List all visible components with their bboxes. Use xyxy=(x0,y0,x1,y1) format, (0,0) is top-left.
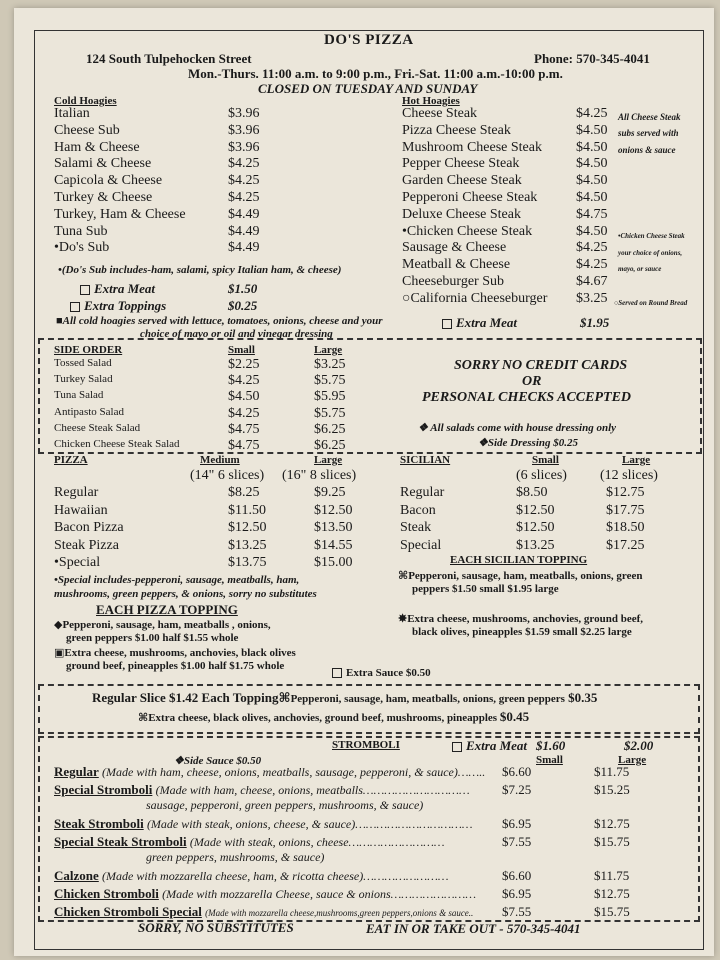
no-substitutes: SORRY, NO SUBSTITUTES xyxy=(138,920,294,935)
side-order-row-small: $4.25 xyxy=(228,405,260,421)
pizza-col-large: Large xyxy=(314,454,343,466)
side-col-large: Large xyxy=(314,344,343,356)
stromboli-small: $6.95 xyxy=(502,816,532,831)
side-order-row-small: $4.25 xyxy=(228,373,260,389)
pizza-row-medium: $8.25 xyxy=(228,485,260,500)
cold-hoagie-row-price: $4.25 xyxy=(228,156,260,172)
dos-sub-note: •(Do's Sub includes-ham, salami, spicy Italian ham, & cheese) xyxy=(58,264,342,276)
sicilian-large-slices: (12 slices) xyxy=(600,468,658,483)
hot-hoagie-row-price: $4.50 xyxy=(576,190,608,205)
pizza-row-large: $15.00 xyxy=(314,555,353,571)
pizza-medium-slices: (14" 6 slices) xyxy=(190,468,265,483)
hot-hoagie-row-price: $4.67 xyxy=(576,274,608,289)
pizza-topping-2a: ▣Extra cheese, mushrooms, anchovies, black olives xyxy=(54,647,296,659)
stromboli-desc: (Made with ham, cheese, onions, meatballs………………………… xyxy=(155,783,470,797)
slice-line-2: ⌘Extra cheese, black olives, anchovies, ground beef, mushrooms, pineapples $0.45 xyxy=(138,709,530,724)
no-credit-line-1: SORRY NO CREDIT CARDS xyxy=(454,358,628,373)
stromboli-name: Steak Stromboli xyxy=(54,816,144,831)
restaurant-hours: Mon.-Thurs. 11:00 a.m. to 9:00 p.m., Fri.-Sat. 11:00 a.m.-10:00 p.m. xyxy=(188,66,563,81)
hot-hoagie-row-name: •Chicken Cheese Steak xyxy=(402,223,533,239)
no-credit-line-2: OR xyxy=(522,374,542,389)
sicilian-row-name: Regular xyxy=(400,485,445,500)
stromboli-name: Special Steak Stromboli xyxy=(54,834,187,849)
stromboli-col-large: Large xyxy=(618,754,647,766)
slice-line-1: Regular Slice $1.42 Each Topping⌘Pepperoni, sausage, ham, meatballs, onions, green peppers $0.35 xyxy=(92,690,598,705)
cold-hoagie-row-name: Tuna Sub xyxy=(54,223,108,239)
side-order-row-name: Cheese Steak Salad xyxy=(54,421,141,434)
sicilian-col-small: Small xyxy=(532,454,559,466)
hot-hoagie-row-name: Deluxe Cheese Steak xyxy=(402,206,521,222)
sicilian-row-name: Bacon xyxy=(400,502,436,518)
pizza-topping-1a: ◆Pepperoni, sausage, ham, meatballs , onions, xyxy=(54,619,271,631)
sicilian-row-name: Special xyxy=(400,537,442,553)
dressing-note: ❖ All salads come with house dressing only xyxy=(418,422,617,434)
pizza-row-name: Hawaiian xyxy=(54,502,108,518)
side-order-row-large: $5.95 xyxy=(314,389,346,405)
pizza-row-medium: $11.50 xyxy=(228,502,266,518)
stromboli-heading: STROMBOLI xyxy=(332,739,400,751)
hot-hoagie-row-name: Mushroom Cheese Steak xyxy=(402,139,542,155)
hot-hoagie-row-price: $4.50 xyxy=(576,139,608,155)
pizza-col-medium: Medium xyxy=(200,454,240,466)
pizza-row-name: Regular xyxy=(54,485,99,500)
stromboli-large: $11.75 xyxy=(594,868,630,883)
pizza-large-slices: (16" 8 slices) xyxy=(282,468,357,483)
stromboli-small: $7.55 xyxy=(502,904,532,919)
side-order-row-large: $5.75 xyxy=(314,405,346,421)
side-order-row-name: Chicken Cheese Steak Salad xyxy=(54,438,180,450)
hot-hoagie-row-name: Cheeseburger Sub xyxy=(402,274,504,289)
chicken-note-1: •Chicken Cheese Steak xyxy=(618,232,685,240)
sicilian-topping-2a: ✸Extra cheese, mushrooms, anchovies, ground beef, xyxy=(398,613,644,625)
stromboli-large: $12.75 xyxy=(594,886,630,901)
stromboli-name: Chicken Stromboli xyxy=(54,886,159,901)
cold-hoagie-row-price: $3.96 xyxy=(228,106,260,121)
sicilian-topping-heading: EACH SICILIAN TOPPING xyxy=(450,554,588,566)
hot-hoagie-row-name: Pizza Cheese Steak xyxy=(402,122,511,138)
sicilian-row-small: $12.50 xyxy=(516,520,555,536)
cold-hoagies-heading: Cold Hoagies xyxy=(54,95,117,107)
pizza-row-name: Steak Pizza xyxy=(54,537,119,553)
pizza-row-name: •Special xyxy=(54,555,101,571)
hot-hoagie-row-name: Sausage & Cheese xyxy=(402,240,507,256)
cold-hoagie-row-name: Salami & Cheese xyxy=(54,156,152,172)
stromboli-small: $6.95 xyxy=(502,886,532,901)
sicilian-row-small: $8.50 xyxy=(516,485,548,500)
stromboli-large: $15.25 xyxy=(594,782,630,797)
cold-extra-meat-price: $1.50 xyxy=(228,281,258,296)
side-order-row-small: $4.75 xyxy=(228,438,260,453)
side-order-row-large: $3.25 xyxy=(314,357,346,372)
cold-extra-meat: Extra Meat xyxy=(80,281,155,297)
side-order-row-small: $4.75 xyxy=(228,421,260,437)
hot-hoagie-row-name: ○California Cheeseburger xyxy=(402,290,548,306)
side-order-row-large: $6.25 xyxy=(314,438,346,453)
stromboli-desc: (Made with mozzarella cheese, ham, & ricotta cheese)…………………… xyxy=(102,869,449,883)
hot-extra-meat-price: $1.95 xyxy=(580,315,610,330)
round-bread-note: ○Served on Round Bread xyxy=(614,299,688,307)
stromboli-side-sauce: ❖Side Sauce $0.50 xyxy=(174,755,262,767)
side-order-row-name: Tossed Salad xyxy=(54,357,112,369)
stromboli-desc: (Made with ham, cheese, onions, meatballs, sausage, pepperoni, & sauce)…….. xyxy=(102,765,486,779)
stromboli-name: Special Stromboli xyxy=(54,782,153,797)
extra-sauce: Extra Sauce $0.50 xyxy=(332,667,431,679)
hot-side-note-1: All Cheese Steak xyxy=(618,112,681,122)
stromboli-desc: (Made with mozzarella Cheese, sauce & onions…………………… xyxy=(162,887,476,901)
cold-hoagie-row-price: $4.49 xyxy=(228,223,260,239)
stromboli-extra-meat-small: $1.60 xyxy=(536,738,566,753)
stromboli-small: $7.55 xyxy=(502,834,532,849)
sicilian-row-name: Steak xyxy=(400,520,432,536)
restaurant-title: DO'S PIZZA xyxy=(324,32,414,48)
hot-hoagies-heading: Hot Hoagies xyxy=(402,95,460,107)
hot-side-note-2: subs served with xyxy=(618,128,679,138)
side-order-row-large: $5.75 xyxy=(314,373,346,389)
sicilian-row-large: $18.50 xyxy=(606,520,645,536)
pizza-topping-heading: EACH PIZZA TOPPING xyxy=(96,602,238,617)
chicken-note-3: mayo, or sauce xyxy=(618,265,662,273)
cold-hoagie-row-price: $3.96 xyxy=(228,122,260,138)
hot-hoagie-row-name: Pepper Cheese Steak xyxy=(402,156,520,172)
stromboli-desc: (Made with steak, onions, cheese……………………… xyxy=(189,835,445,849)
stromboli-desc: (Made with steak, onions, cheese, & sauce)…………………………… xyxy=(146,817,473,831)
stromboli-extra-meat: Extra Meat xyxy=(452,738,527,754)
pizza-topping-2b: ground beef, pineapples $1.00 half $1.75 whole xyxy=(66,660,285,672)
side-col-small: Small xyxy=(228,344,255,356)
sicilian-row-small: $13.25 xyxy=(516,537,555,553)
hot-hoagie-row-price: $4.50 xyxy=(576,156,608,172)
side-order-row-name: Tuna Salad xyxy=(54,389,104,402)
stromboli-name: Regular xyxy=(54,764,99,779)
stromboli-large: $11.75 xyxy=(594,764,630,779)
sicilian-row-large: $17.25 xyxy=(606,537,645,553)
hot-side-note-3: onions & sauce xyxy=(618,145,676,155)
stromboli-large: $15.75 xyxy=(594,834,630,849)
closed-days: CLOSED ON TUESDAY AND SUNDAY xyxy=(258,81,478,96)
stromboli-large: $15.75 xyxy=(594,904,630,919)
sicilian-topping-1b: peppers $1.50 small $1.95 large xyxy=(412,583,559,595)
side-order-row-small: $2.25 xyxy=(228,357,260,372)
side-order-row-name: Turkey Salad xyxy=(54,373,113,386)
hot-hoagie-row-price: $4.25 xyxy=(576,257,608,273)
hot-hoagie-row-name: Meatball & Cheese xyxy=(402,257,511,273)
cold-hoagie-row-name: Cheese Sub xyxy=(54,122,120,138)
pizza-row-large: $12.50 xyxy=(314,502,353,518)
cold-hoagie-row-price: $4.25 xyxy=(228,190,260,205)
hot-hoagie-row-price: $4.50 xyxy=(576,122,608,138)
hot-hoagie-row-price: $3.25 xyxy=(576,290,608,306)
cold-extra-toppings: Extra Toppings xyxy=(70,298,166,314)
pizza-special-note-1: •Special includes-pepperoni, sausage, meatballs, ham, xyxy=(54,574,300,586)
hot-hoagie-row-price: $4.50 xyxy=(576,173,608,189)
sicilian-row-large: $12.75 xyxy=(606,485,645,500)
side-order-row-name: Antipasto Salad xyxy=(54,405,124,418)
stromboli-name: Calzone xyxy=(54,868,99,883)
sicilian-small-slices: (6 slices) xyxy=(516,468,567,483)
cold-served-note-2: choice of mayo or oil and vinegar dressing xyxy=(140,328,333,340)
hot-hoagie-row-price: $4.50 xyxy=(576,223,608,239)
chicken-note-2: your choice of onions, xyxy=(618,249,683,257)
stromboli-desc-2: sausage, pepperoni, green peppers, mushrooms, & sauce) xyxy=(146,798,424,812)
pizza-row-large: $13.50 xyxy=(314,520,353,536)
stromboli-col-small: Small xyxy=(536,754,563,766)
hot-hoagie-row-price: $4.25 xyxy=(576,240,608,256)
cold-hoagie-row-price: $4.25 xyxy=(228,173,260,189)
hot-hoagie-row-price: $4.25 xyxy=(576,106,608,121)
hot-hoagie-row-name: Garden Cheese Steak xyxy=(402,173,522,189)
sicilian-topping-1a: ⌘Pepperoni, sausage, ham, meatballs, onions, green xyxy=(398,570,643,582)
sicilian-row-small: $12.50 xyxy=(516,502,555,518)
stromboli-small: $6.60 xyxy=(502,764,532,779)
pizza-row-medium: $12.50 xyxy=(228,520,267,536)
cold-hoagie-row-name: Italian xyxy=(54,106,90,121)
stromboli-large: $12.75 xyxy=(594,816,630,831)
stromboli-desc-2: green peppers, mushrooms, & sauce) xyxy=(146,850,325,864)
cold-hoagie-row-name: •Do's Sub xyxy=(54,240,110,256)
pizza-row-medium: $13.75 xyxy=(228,555,267,571)
cold-hoagie-row-name: Turkey & Cheese xyxy=(54,190,153,205)
sicilian-row-large: $17.75 xyxy=(606,502,645,518)
pizza-topping-1b: green peppers $1.00 half $1.55 whole xyxy=(66,632,239,644)
no-credit-line-3: PERSONAL CHECKS ACCEPTED xyxy=(422,390,632,405)
sicilian-col-large: Large xyxy=(622,454,651,466)
cold-extra-toppings-price: $0.25 xyxy=(228,298,258,313)
stromboli-small: $6.60 xyxy=(502,868,532,883)
sicilian-topping-2b: black olives, pineapples $1.59 small $2.25 large xyxy=(412,626,632,638)
cold-hoagie-row-price: $4.49 xyxy=(228,240,260,256)
pizza-row-medium: $13.25 xyxy=(228,537,267,553)
stromboli-small: $7.25 xyxy=(502,782,532,797)
restaurant-phone: Phone: 570-345-4041 xyxy=(534,51,650,66)
stromboli-extra-meat-large: $2.00 xyxy=(624,738,654,753)
pizza-special-note-2: mushrooms, green peppers, & onions, sorry no substitutes xyxy=(54,588,317,600)
cold-served-note-1: ■All cold hoagies served with lettuce, tomatoes, onions, cheese and your xyxy=(56,315,383,327)
cold-hoagie-row-price: $4.49 xyxy=(228,206,260,222)
hot-hoagie-row-price: $4.75 xyxy=(576,206,608,222)
menu-page xyxy=(14,8,714,956)
pizza-heading: PIZZA xyxy=(54,454,88,466)
cold-hoagie-row-name: Capicola & Cheese xyxy=(54,173,163,189)
side-dressing: ❖Side Dressing $0.25 xyxy=(478,437,579,449)
sicilian-heading: SICILIAN xyxy=(400,454,451,466)
stromboli-name: Chicken Stromboli Special xyxy=(54,904,202,919)
stromboli-desc: (Made with mozzarella cheese,mushrooms,green peppers,onions & sauce.. xyxy=(205,908,474,918)
cold-hoagie-row-name: Turkey, Ham & Cheese xyxy=(54,206,186,222)
side-order-row-small: $4.50 xyxy=(228,389,260,405)
pizza-row-name: Bacon Pizza xyxy=(54,520,124,536)
pizza-row-large: $9.25 xyxy=(314,485,346,500)
pizza-row-large: $14.55 xyxy=(314,537,353,553)
eat-in-take-out: EAT IN OR TAKE OUT - 570-345-4041 xyxy=(366,921,581,936)
cold-hoagie-row-name: Ham & Cheese xyxy=(54,139,140,155)
cold-hoagie-row-price: $3.96 xyxy=(228,139,260,155)
hot-hoagie-row-name: Cheese Steak xyxy=(402,106,478,121)
restaurant-address: 124 South Tulpehocken Street xyxy=(86,51,252,66)
side-order-row-large: $6.25 xyxy=(314,421,346,437)
hot-extra-meat: Extra Meat xyxy=(442,315,517,331)
side-order-heading: SIDE ORDER xyxy=(54,344,123,356)
hot-hoagie-row-name: Pepperoni Cheese Steak xyxy=(402,190,538,205)
